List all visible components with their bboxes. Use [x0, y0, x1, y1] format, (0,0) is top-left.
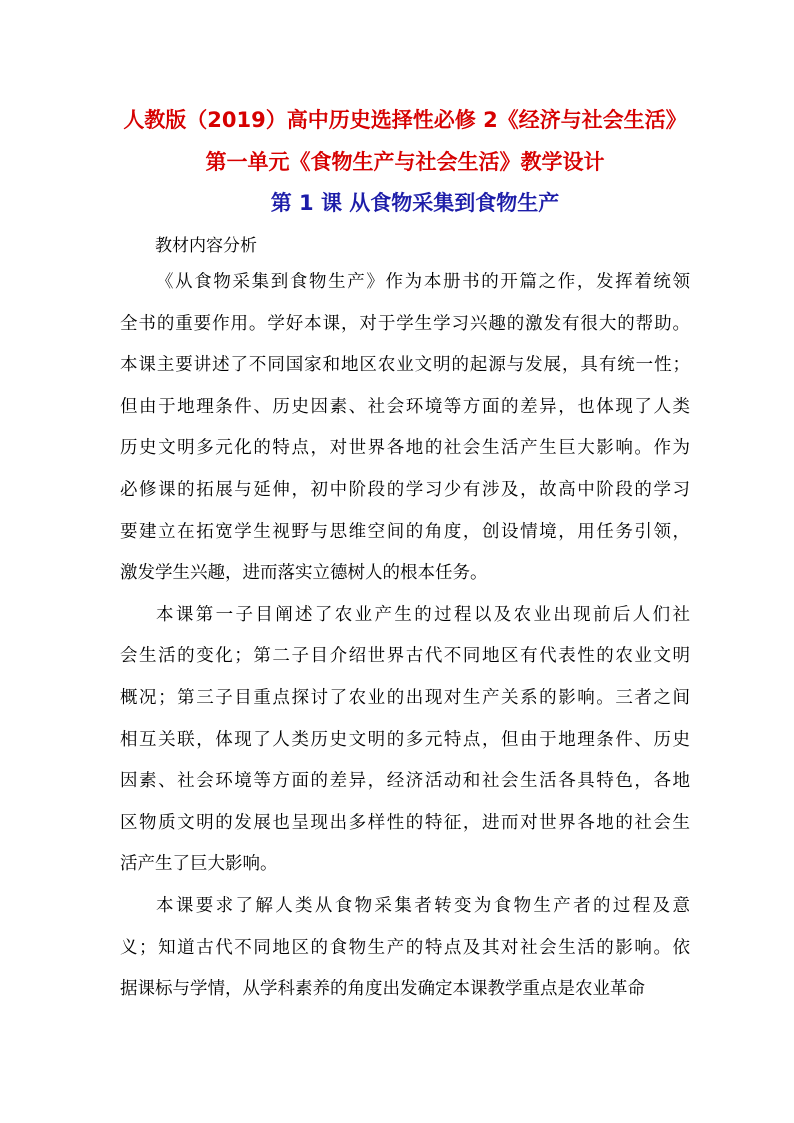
unit-title: 第一单元《食物生产与社会生活》教学设计: [205, 150, 605, 174]
paragraph-3-line: 义；知道古代不同地区的食物生产的特点及其对社会生活的影响。依: [120, 937, 690, 958]
paragraph-3-line: 本课要求了解人类从食物采集者转变为食物生产者的过程及意: [156, 895, 690, 916]
paragraph-1-line: 全书的重要作用。学好本课，对于学生学习兴趣的激发有很大的帮助。: [120, 313, 690, 334]
paragraph-2-line: 因素、社会环境等方面的差异，经济活动和社会生活各具特色，各地: [120, 771, 690, 792]
paragraph-2-line: 本课第一子目阐述了农业产生的过程以及农业出现前后人们社: [156, 604, 690, 625]
paragraph-1-line: 历史文明多元化的特点，对世界各地的社会生活产生巨大影响。作为: [120, 438, 690, 459]
paragraph-1-line: 要建立在拓宽学生视野与思维空间的角度，创设情境，用任务引领，: [120, 521, 690, 542]
paragraph-2-line: 相互关联，体现了人类历史文明的多元特点，但由于地理条件、历史: [120, 729, 690, 750]
lesson-title: 第 1 课 从食物采集到食物生产: [270, 191, 560, 215]
document-title: 人教版（2019）高中历史选择性必修 2《经济与社会生活》: [123, 108, 687, 132]
paragraph-1-line: 本课主要讲述了不同国家和地区农业文明的起源与发展，具有统一性；: [120, 355, 690, 376]
paragraph-2-line: 会生活的变化；第二子目介绍世界古代不同地区有代表性的农业文明: [120, 646, 690, 667]
paragraph-2-line: 区物质文明的发展也呈现出多样性的特征，进而对世界各地的社会生: [120, 812, 690, 833]
paragraph-1-line: 激发学生兴趣，进而落实立德树人的根本任务。: [120, 563, 488, 584]
body-text: [120, 262, 690, 1011]
paragraph-1-line: 必修课的拓展与延伸，初中阶段的学习少有涉及，故高中阶段的学习: [120, 479, 690, 500]
paragraph-1-line: 但由于地理条件、历史因素、社会环境等方面的差异，也体现了人类: [120, 396, 690, 417]
paragraph-1-line: 《从食物采集到食物生产》作为本册书的开篇之作，发挥着统领: [156, 272, 690, 292]
section-heading: 教材内容分析: [155, 236, 257, 256]
paragraph-2-line: 概况；第三子目重点探讨了农业的出现对生产关系的影响。三者之间: [120, 687, 690, 708]
paragraph-2-line: 活产生了巨大影响。: [120, 854, 278, 875]
paragraph-3-line: 据课标与学情，从学科素养的角度出发确定本课教学重点是农业革命: [120, 979, 645, 1000]
